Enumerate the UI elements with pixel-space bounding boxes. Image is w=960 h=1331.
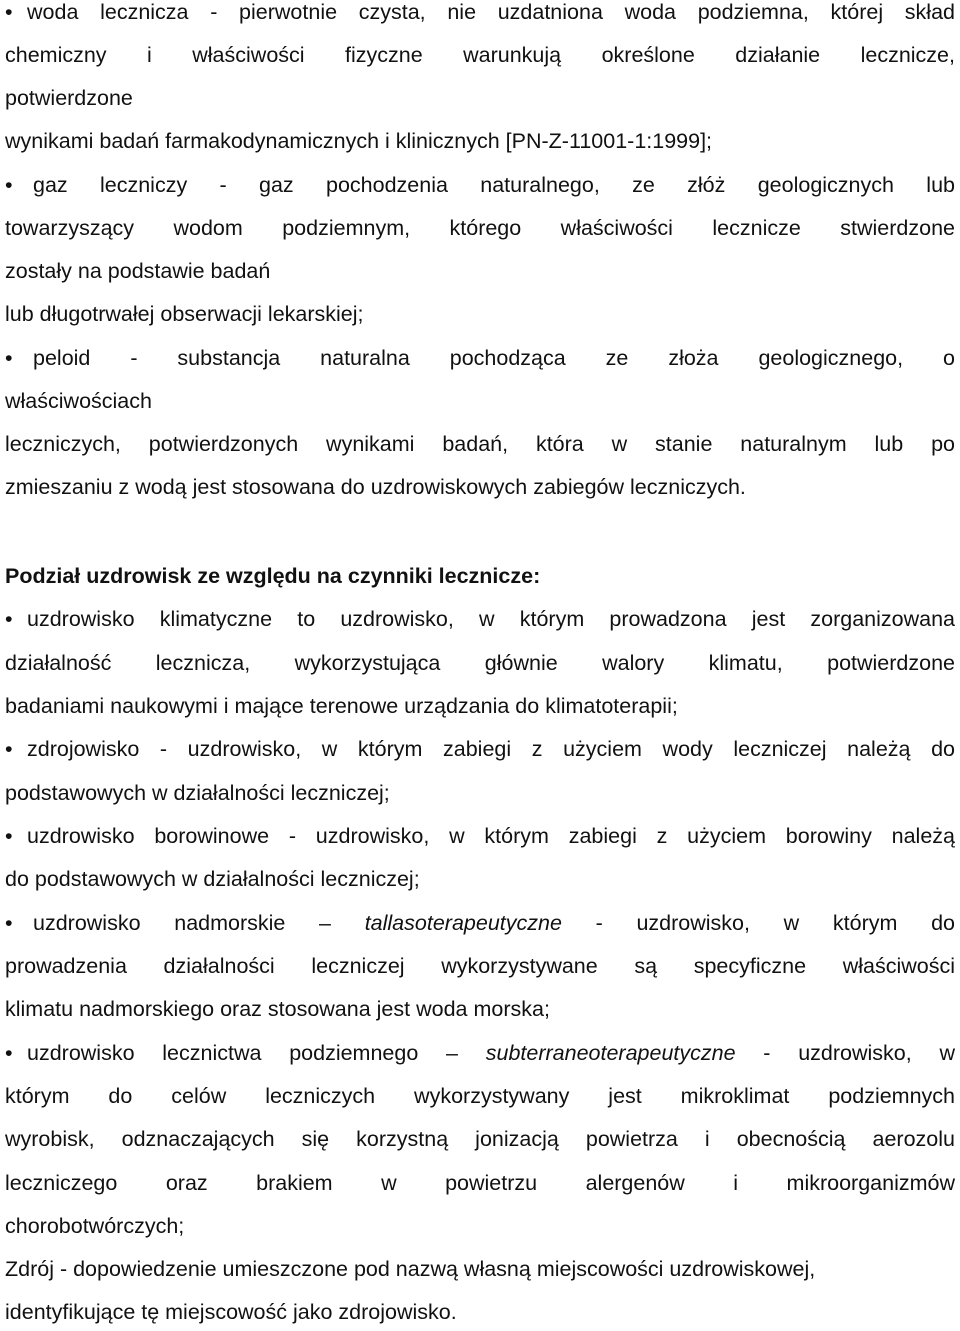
text-line xyxy=(5,472,955,502)
text-line xyxy=(5,126,955,156)
bullet-icon: • xyxy=(5,346,13,370)
text-span: uzdrowisko nadmorskie – xyxy=(33,911,365,935)
text-span: Zdrój - dopowiedzenie umieszczone pod nazwą własną miejscowości uzdrowiskowej, xyxy=(5,1257,816,1281)
text-span: Podział uzdrowisk ze względu na czynniki lecznicze: xyxy=(5,564,541,588)
text-line xyxy=(5,1168,955,1198)
text-line xyxy=(5,951,955,981)
bullet-icon: • xyxy=(5,824,13,848)
bullet-icon: • xyxy=(5,607,13,631)
bullet-item-uzdrowisko-nadmorskie xyxy=(5,908,955,938)
text-span: leczniczego oraz brakiem w powietrzu alergenów i mikroorganizmów xyxy=(5,1171,955,1195)
text-line xyxy=(5,299,955,329)
text-span: wyrobisk, odznaczających się korzystną jonizacją powietrza i obecnością aerozolu xyxy=(5,1127,955,1151)
text-span: prowadzenia działalności leczniczej wykorzystywane są specyficzne właściwości xyxy=(5,954,955,978)
text-line xyxy=(5,1254,955,1284)
text-line: uzdrowisko klimatyczne to uzdrowisko, w którym prowadzona jest zorganizowana xyxy=(27,607,955,631)
text-span: - uzdrowisko, w xyxy=(735,1041,955,1065)
text-span: lub długotrwałej obserwacji lekarskiej; xyxy=(5,302,364,326)
bullet-item-gaz-leczniczy xyxy=(5,170,955,200)
text-line xyxy=(5,691,955,721)
text-line xyxy=(5,83,955,113)
bullet-icon: • xyxy=(5,911,13,935)
italic-term: subterraneoterapeutyczne xyxy=(485,1041,736,1065)
text-line xyxy=(5,1124,955,1154)
bullet-item-zdrojowisko xyxy=(5,734,955,764)
text-line xyxy=(5,40,955,70)
text-line xyxy=(5,864,955,894)
bullet-item-uzdrowisko-klimatyczne xyxy=(5,604,955,634)
text-span: do podstawowych w działalności leczniczej; xyxy=(5,867,420,891)
text-line: uzdrowisko borowinowe - uzdrowisko, w którym zabiegi z użyciem borowiny należą xyxy=(27,824,955,848)
text-line xyxy=(5,1081,955,1111)
text-span: zostały na podstawie badań xyxy=(5,259,271,283)
text-span: zmieszaniu z wodą jest stosowana do uzdrowiskowych zabiegów leczniczych. xyxy=(5,475,746,499)
text-span: klimatu nadmorskiego oraz stosowana jest woda morska; xyxy=(5,997,550,1021)
bullet-icon: • xyxy=(5,173,13,197)
text-line: peloid - substancja naturalna pochodząca ze złoża geologicznego, o xyxy=(33,346,955,370)
bullet-item-uzdrowisko-lecznictwa-podziemnego xyxy=(5,1038,955,1068)
text-line xyxy=(5,994,955,1024)
text-line xyxy=(5,1297,955,1327)
bullet-icon: • xyxy=(5,737,13,761)
section-heading xyxy=(5,561,955,591)
text-span: towarzyszący wodom podziemnym, którego właściwości lecznicze stwierdzone xyxy=(5,216,955,240)
text-span: wynikami badań farmakodynamicznych i klinicznych [PN-Z-11001-1:1999]; xyxy=(5,129,713,153)
bullet-item-woda-lecznicza xyxy=(5,0,955,27)
text-line: zdrojowisko - uzdrowisko, w którym zabiegi z użyciem wody leczniczej należą do xyxy=(27,737,955,761)
bullet-item-peloid xyxy=(5,343,955,373)
text-line xyxy=(5,256,955,286)
text-line xyxy=(5,648,955,678)
text-span: identyfikujące tę miejscowość jako zdrojowisko. xyxy=(5,1300,457,1324)
text-line xyxy=(5,386,955,416)
text-span: badaniami naukowymi i mające terenowe urządzania do klimatoterapii; xyxy=(5,694,678,718)
text-span: chemiczny i właściwości fizyczne warunkują określone działanie lecznicze, xyxy=(5,43,955,67)
bullet-icon: • xyxy=(5,1041,13,1065)
text-span: uzdrowisko lecznictwa podziemnego – xyxy=(27,1041,486,1065)
text-line: gaz leczniczy - gaz pochodzenia naturalnego, ze złóż geologicznych lub xyxy=(33,173,955,197)
text-span: chorobotwórczych; xyxy=(5,1214,185,1238)
bullet-icon: • xyxy=(5,0,13,24)
text-line xyxy=(5,778,955,808)
text-span: właściwościach xyxy=(5,389,152,413)
text-span: podstawowych w działalności leczniczej; xyxy=(5,781,390,805)
text-line xyxy=(5,1211,955,1241)
text-line xyxy=(5,429,955,459)
text-line: woda lecznicza - pierwotnie czysta, nie uzdatniona woda podziemna, której skład xyxy=(27,0,955,24)
bullet-item-uzdrowisko-borowinowe xyxy=(5,821,955,851)
text-span: którym do celów leczniczych wykorzystywany jest mikroklimat podziemnych xyxy=(5,1084,955,1108)
text-line xyxy=(5,213,955,243)
text-span: działalność lecznicza, wykorzystująca głównie walory klimatu, potwierdzone xyxy=(5,651,955,675)
text-span: potwierdzone xyxy=(5,86,133,110)
text-span: leczniczych, potwierdzonych wynikami badań, która w stanie naturalnym lub po xyxy=(5,432,955,456)
text-span: - uzdrowisko, w którym do xyxy=(561,911,955,935)
italic-term: tallasoterapeutyczne xyxy=(364,911,562,935)
